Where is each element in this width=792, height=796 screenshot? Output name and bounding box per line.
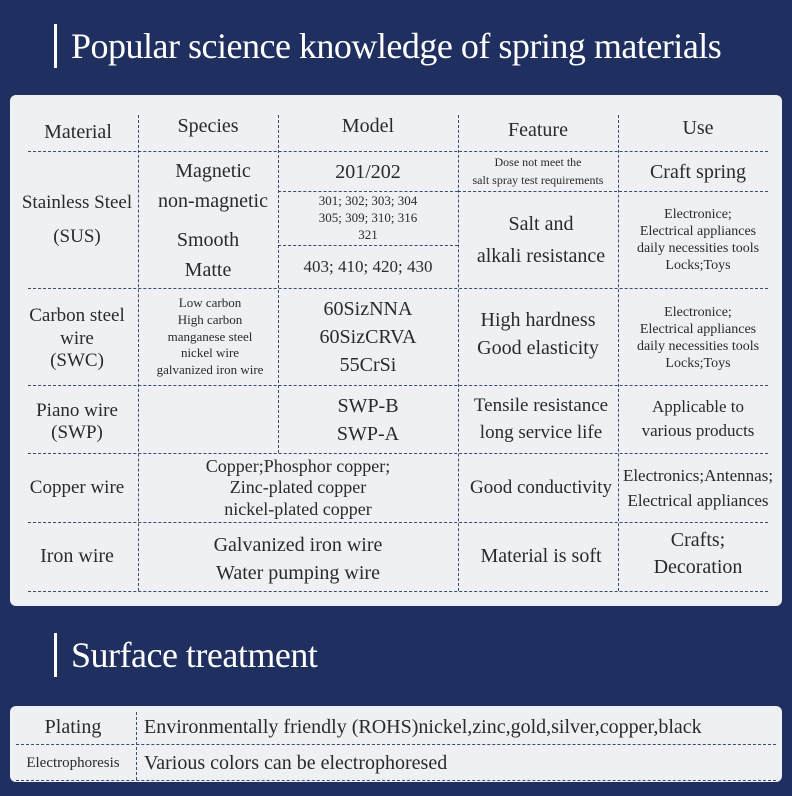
material-line: (SWP) (51, 422, 103, 443)
use-line: Electrical appliances (627, 491, 769, 510)
use-line: Applicable to (651, 397, 745, 417)
species-swc (138, 289, 282, 385)
material-sus (10, 165, 144, 275)
model-line: 55CrSi (339, 354, 397, 376)
materials-table (10, 95, 782, 606)
model-line: 301; 302; 303; 304 (318, 193, 418, 209)
model-line: SWP-A (336, 423, 400, 445)
species-line: manganese steel (167, 328, 253, 344)
species-line: Matte (184, 259, 232, 281)
species-line: non-magnetic (158, 190, 268, 212)
use-line: Electronics;Antennas; (622, 465, 774, 485)
material-line: Piano wire (36, 400, 118, 422)
header-model: Model (341, 115, 395, 137)
plating-value: Environmentally friendly (ROHS)nickel,zinc,gold,silver,copper,black (144, 716, 702, 738)
use-copper (614, 457, 782, 519)
model-line: 305; 309; 310; 316 (318, 210, 418, 226)
row-divider (458, 191, 768, 192)
feature-salt-spray (458, 151, 618, 191)
use-line: daily necessities tools (636, 339, 760, 354)
materials-section-title: Popular science knowledge of spring materials (54, 24, 721, 68)
species-line: galvanized iron wire (156, 362, 264, 378)
material-swp (10, 395, 144, 449)
material-iron: Iron wire (40, 545, 114, 567)
species-line: High carbon (177, 311, 243, 327)
feature-line: long service life (479, 422, 603, 443)
use-line: Electrical appliances (639, 224, 757, 240)
header-species: Species (177, 115, 239, 137)
header-use: Use (682, 117, 714, 139)
feature-line: salt spray test requirements (472, 173, 604, 187)
header-material: Material (44, 121, 112, 143)
feature-line: Dose not meet the (494, 154, 582, 169)
species-line: Magnetic (175, 160, 251, 182)
use-swp (618, 393, 778, 445)
use-line: Electronice; (664, 207, 732, 223)
plating-label: Plating (44, 716, 102, 738)
use-line: Locks;Toys (665, 257, 731, 273)
feature-line: Tensile resistance (473, 395, 609, 417)
electrophoresis-label: Electrophoresis (26, 755, 120, 771)
feature-copper: Good conductivity (470, 476, 612, 498)
species-line: nickel wire (180, 345, 240, 361)
model-201: 201/202 (335, 161, 401, 183)
model-400-series: 403; 410; 420; 430 (303, 256, 433, 276)
use-line: Locks;Toys (665, 355, 731, 371)
column-divider (136, 712, 137, 780)
species-line: Zinc-plated copper (229, 477, 367, 498)
model-line: 60SizNNA (323, 298, 413, 320)
feature-line: High hardness (480, 309, 596, 331)
species-iron (138, 527, 458, 591)
model-swc (278, 291, 458, 383)
model-300-series (278, 192, 458, 245)
row-divider (28, 453, 768, 454)
model-line: 321 (358, 226, 378, 242)
row-divider (28, 385, 768, 386)
use-line: Electrical appliances (639, 322, 757, 338)
use-swc (614, 299, 782, 379)
material-copper: Copper wire (29, 476, 125, 498)
use-line: Crafts; (670, 529, 726, 551)
species-line: Smooth (176, 229, 240, 251)
electrophoresis-value: Various colors can be electrophoresed (144, 752, 448, 774)
use-line: various products (641, 421, 755, 440)
species-line: Low carbon (178, 294, 242, 310)
material-line: wire (60, 327, 94, 349)
feature-salt-alkali (458, 199, 624, 281)
model-line: 60SizCRVA (319, 326, 417, 348)
row-divider (16, 744, 776, 745)
feature-line: Good elasticity (477, 337, 599, 359)
material-line: (SUS) (53, 226, 101, 247)
material-swc (10, 295, 144, 383)
species-magnetic (138, 155, 288, 217)
use-sus (614, 201, 782, 281)
use-craft-spring: Craft spring (649, 161, 747, 183)
feature-iron: Material is soft (480, 545, 602, 567)
species-line: Water pumping wire (216, 562, 380, 584)
surface-section-title: Surface treatment (54, 633, 317, 677)
species-line: Galvanized iron wire (213, 534, 383, 556)
row-divider (28, 151, 768, 152)
feature-swp (458, 389, 624, 451)
species-finish (138, 223, 278, 287)
use-line: Decoration (653, 556, 743, 578)
feature-swc (458, 301, 618, 367)
material-line: Carbon steel (29, 304, 125, 326)
feature-line: Salt and (508, 213, 574, 235)
use-line: daily necessities tools (636, 241, 760, 256)
header-feature: Feature (508, 119, 568, 141)
species-line: Copper;Phosphor copper; (205, 455, 391, 476)
model-swp (278, 389, 458, 451)
use-line: Electronice; (664, 305, 732, 321)
species-line: nickel-plated copper (224, 498, 372, 519)
use-iron (618, 523, 778, 585)
material-line: Stainless Steel (21, 191, 133, 213)
material-line: (SWC) (50, 350, 104, 372)
row-divider (16, 780, 776, 781)
model-line: SWP-B (337, 395, 399, 417)
species-copper (138, 455, 458, 521)
surface-table (10, 706, 782, 782)
row-divider (28, 591, 768, 592)
feature-line: alkali resistance (476, 245, 606, 267)
